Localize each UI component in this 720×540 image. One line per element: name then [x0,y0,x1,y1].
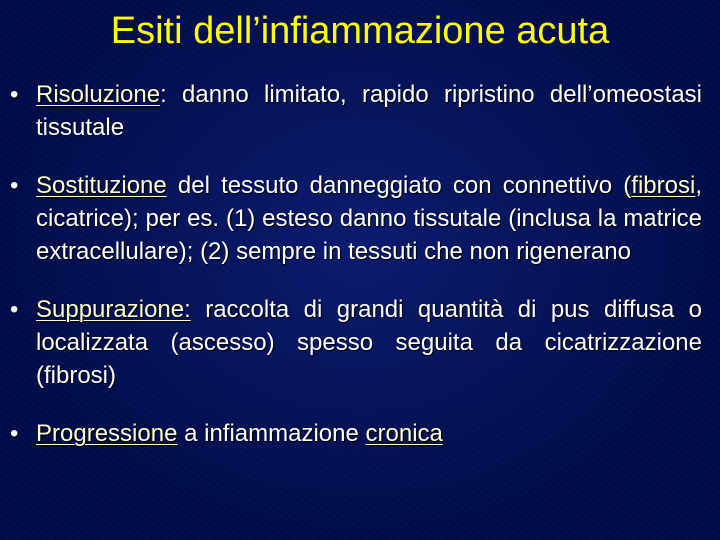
slide-title: Esiti dell’infiammazione acuta [110,10,610,52]
bullet-progressione [10,417,702,450]
bullet-list [10,78,702,475]
keyword-progressione: Progressione [36,420,178,447]
bullet-text: del tessuto danneggiato con connettivo ( [166,172,632,199]
bullet-text: raccolta di grandi quantità di pus diffusa o localizzata (ascesso) spesso seguita da cicatrizzazione (fibrosi) [36,296,702,389]
keyword-risoluzione: Risoluzione [36,81,161,108]
bullet-dot-icon: • [10,296,19,323]
bullet-dot-icon: • [10,420,19,447]
bullet-risoluzione [10,78,702,144]
bullet-dot-icon: • [10,172,19,199]
keyword-sostituzione: Sostituzione [36,172,167,199]
bullet-suppurazione [10,293,702,392]
keyword-fibrosi: fibrosi [631,172,696,199]
bullet-sostituzione [10,169,702,268]
bullet-text: a infiammazione [177,420,366,447]
bullet-text: , cicatrice); per es. (1) esteso danno tissutale (inclusa la matrice extracellulare); (2) sempre in tessuti che non rigenerano [36,172,702,265]
keyword-suppurazione: Suppurazione: [36,296,191,323]
bullet-text: : danno limitato, rapido ripristino dell’omeostasi tissutale [36,81,702,141]
bullet-dot-icon: • [10,81,19,108]
keyword-cronica: cronica [365,420,443,447]
